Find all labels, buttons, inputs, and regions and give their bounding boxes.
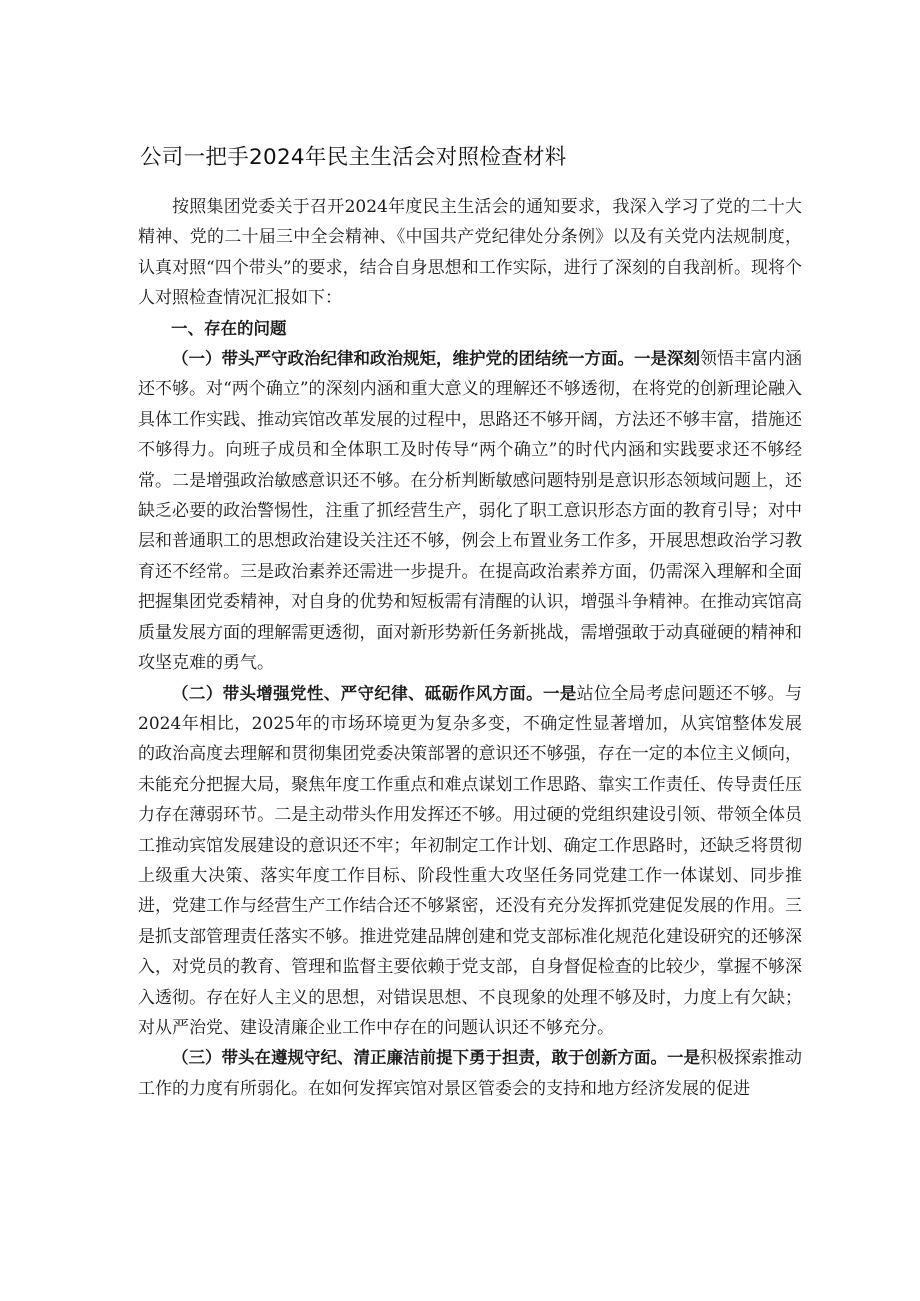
item-1-paragraph: [138, 344, 802, 678]
item-2-text: 站位全局考虑问题还不够。与2024年相比，2025年的市场环境更为复杂多变，不确定性显著增加，从宾馆整体发展的政治高度去理解和贯彻集团党委决策部署的意识还不够强，存在一定的本位主义倾向，未能充分把握大局，聚焦年度工作重点和难点谋划工作思路、靠实工作责任、传导责任压力存在薄弱环节。二是主动带头作用发挥还不够。用过硬的党组织建设引领、带领全体员工推动宾馆发展建设的意识还不牢；年初制定工作计划、确定工作思路时，还缺乏将贯彻上级重大决策、落实年度工作目标、阶段性重大攻坚任务同党建工作一体谋划、同步推进，党建工作与经营生产工作结合还不够紧密，还没有充分发挥抓党建促发展的作用。三是抓支部管理责任落实不够。推进党建品牌创建和党支部标准化规范化建设研究的还够深入，对党员的教育、管理和监督主要依赖于党支部，自身督促检查的比较少，掌握不够深入透彻。存在好人主义的思想，对错误思想、不良现象的处理不够及时，力度上有欠缺；对从严治党、建设清廉企业工作中存在的问题认识还不够充分。: [138, 683, 803, 1038]
document-body: [138, 192, 802, 1104]
item-2-paragraph: [138, 679, 802, 1044]
item-3-paragraph: [138, 1043, 802, 1104]
item-3-text: 积极探索推动工作的力度有所弱化。在如何发挥宾馆对景区管委会的支持和地方经济发展的促进: [138, 1048, 802, 1099]
section-heading-problems: 一、存在的问题: [171, 318, 287, 338]
item-3-lead: （三）带头在遵规守纪、清正廉洁前提下勇于担责，敢于创新方面。一是: [172, 1048, 700, 1068]
document-title: 公司一把手2024年民主生活会对照检查材料: [140, 145, 567, 170]
item-1-text: 领悟丰富内涵还不够。对“两个确立”的深刻内涵和重大意义的理解还不够透彻，在将党的创新理论融入具体工作实践、推动宾馆改革发展的过程中，思路还不够开阔，方法还不够丰富，措施还不够得力。向班子成员和全体职工及时传导“两个确立”的时代内涵和实践要求还不够经常。二是增强政治敏感意识还不够。在分析判断敏感问题特别是意识形态领域问题上，还缺乏必要的政治警惕性，注重了抓经营生产，弱化了职工意识形态方面的教育引导；对中层和普通职工的思想政治建设关注还不够，例会上布置业务工作多，开展思想政治学习教育还不经常。三是政治素养还需进一步提升。在提高政治素养方面，仍需深入理解和全面把握集团党委精神，对自身的优势和短板需有清醒的认识，增强斗争精神。在推动宾馆高质量发展方面的理解需更透彻，面对新形势新任务新挑战，需增强敢于动真碰硬的精神和攻坚克难的勇气。: [138, 349, 802, 674]
item-2-lead: （二）带头增强党性、严守纪律、砥砺作风方面。一是: [172, 683, 577, 703]
intro-paragraph: 按照集团党委关于召开2024年度民主生活会的通知要求，我深入学习了党的二十大精神、党的二十届三中全会精神、《中国共产党纪律处分条例》以及有关党内法规制度，认真对照“四个带头”的要求，结合自身思想和工作实际，进行了深刻的自我剖析。现将个人对照检查情况汇报如下：: [138, 197, 802, 309]
item-1-lead: （一）带头严守政治纪律和政治规矩，维护党的团结统一方面。一是深刻: [172, 349, 700, 369]
